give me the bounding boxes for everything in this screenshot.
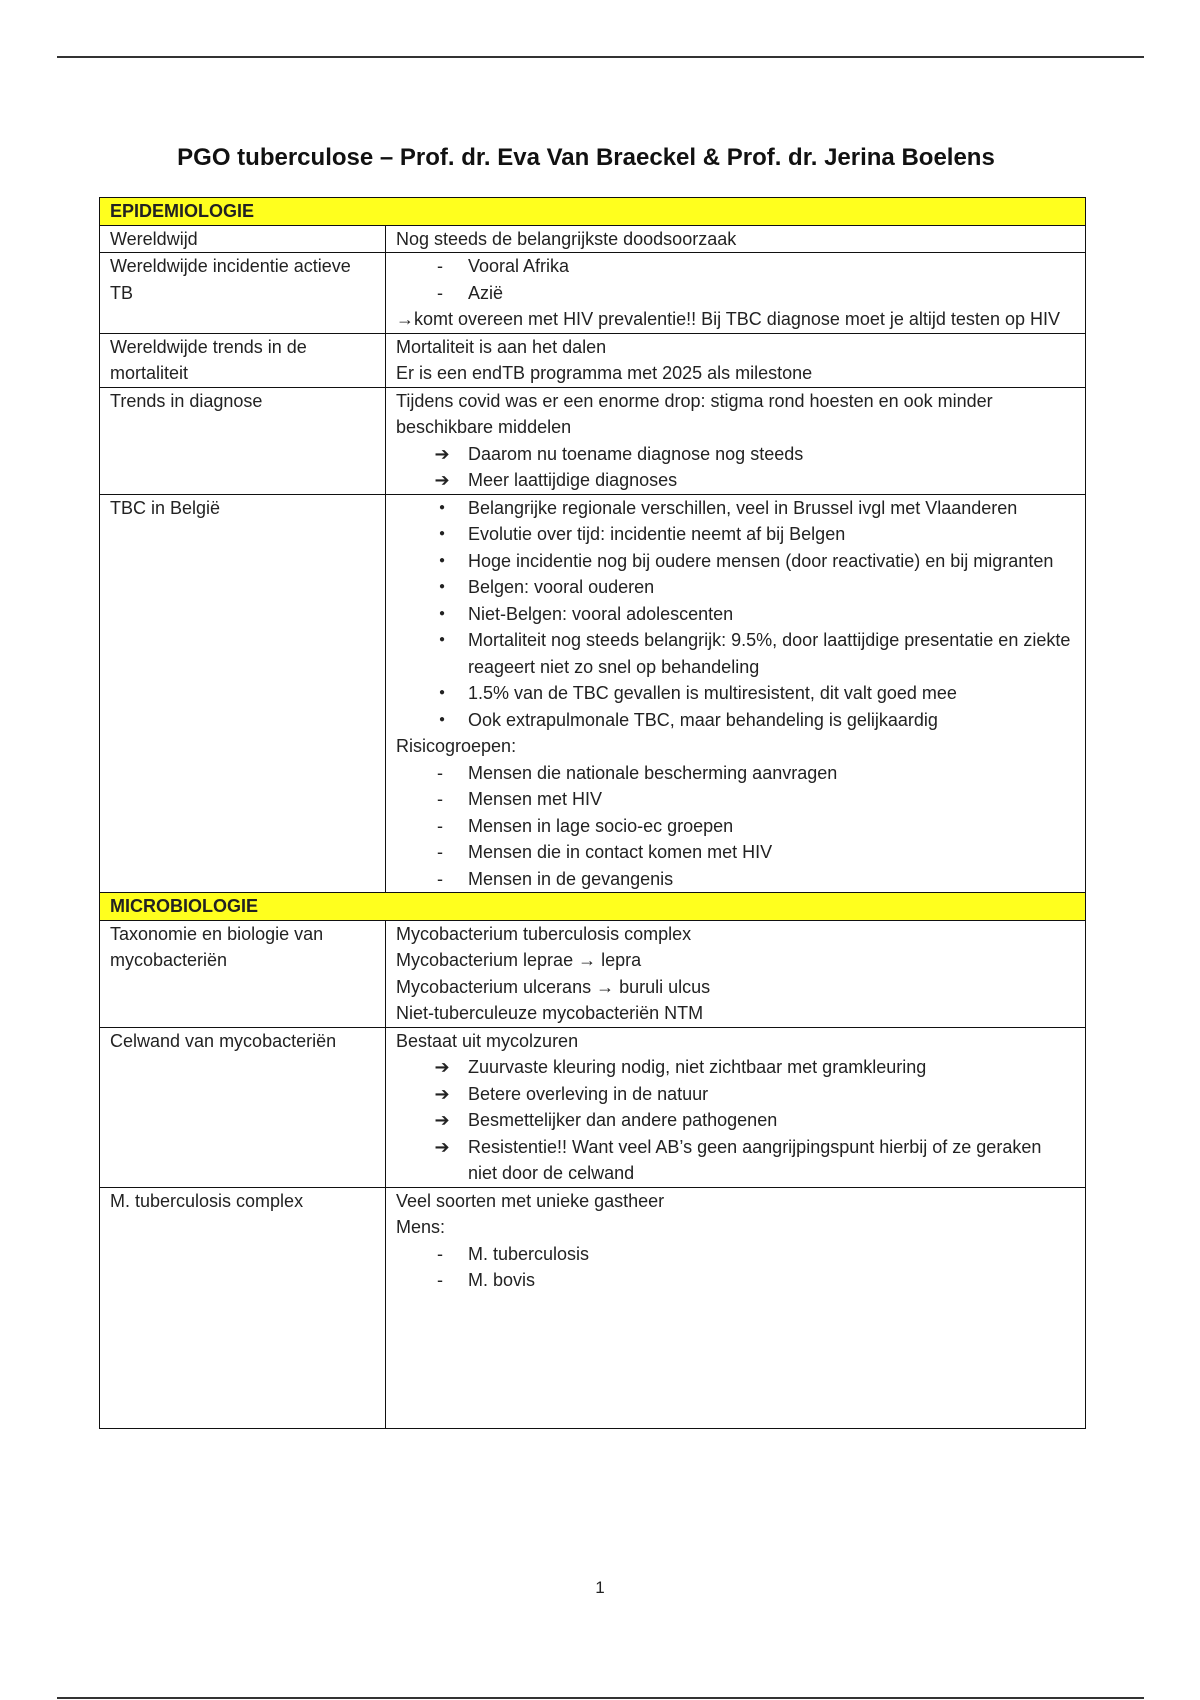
row-label: Celwand van mycobacteriën bbox=[100, 1027, 386, 1187]
content-line: Risicogroepen: bbox=[396, 736, 517, 756]
content-line: →komt overeen met HIV prevalentie!! Bij TBC diagnose moet je altijd testen op HIV bbox=[396, 309, 1060, 329]
row-content bbox=[386, 333, 1086, 387]
row-label: Wereldwijde incidentie actieve TB bbox=[100, 253, 386, 334]
content-line: Mortaliteit is aan het dalen bbox=[396, 336, 607, 357]
bullet-icon: ● bbox=[438, 581, 446, 592]
row-content bbox=[386, 387, 1086, 494]
bullet-icon: ● bbox=[438, 554, 446, 566]
row-label: M. tuberculosis complex bbox=[100, 1187, 386, 1428]
content-line: Er is een endTB programma met 2025 als milestone bbox=[396, 363, 813, 383]
bullet-item: ● Hoge incidentie nog bij oudere mensen (door reactivatie) en bij migranten bbox=[396, 548, 1075, 575]
dash-item: - M. tuberculosis bbox=[437, 1243, 590, 1264]
content-line: Mycobacterium leprae → lepra bbox=[396, 950, 642, 970]
arrow-icon: ➔ bbox=[434, 1057, 450, 1077]
row-label: Wereldwijd bbox=[100, 225, 386, 253]
arrow-icon: ➔ bbox=[434, 443, 450, 464]
dash-item: - Mensen in lage socio-ec groepen bbox=[437, 815, 734, 836]
content-line: Mycobacterium tuberculosis complex bbox=[396, 923, 692, 944]
bullet-icon: ● bbox=[438, 713, 446, 725]
arrow-item: ➔ Resistentie!! Want veel AB’s geen aangrijpingspunt hierbij of ze geraken niet door de celwand bbox=[396, 1134, 1075, 1187]
table-row bbox=[100, 1187, 1086, 1428]
section-heading-epidemiologie: EPIDEMIOLOGIE bbox=[100, 198, 1086, 226]
bullet-item: ● Ook extrapulmonale TBC, maar behandeling is gelijkaardig bbox=[396, 707, 1075, 734]
dash-item: - M. bovis bbox=[437, 1270, 536, 1290]
row-content bbox=[386, 494, 1086, 893]
content-line: Niet-tuberculeuze mycobacteriën NTM bbox=[396, 1003, 704, 1023]
header-rule bbox=[57, 56, 1144, 58]
arrow-item: ➔ Besmettelijker dan andere pathogenen bbox=[396, 1107, 1075, 1134]
arrow-item: ➔ Meer laattijdige diagnoses bbox=[396, 467, 1075, 494]
bullet-item: ● Niet-Belgen: vooral adolescenten bbox=[396, 601, 1075, 628]
section-row-epidemiologie bbox=[100, 198, 1086, 226]
dash-item: - Vooral Afrika bbox=[437, 256, 570, 276]
bullet-item: ● Belgen: vooral ouderen bbox=[396, 574, 1075, 601]
page-number: 1 bbox=[595, 1578, 605, 1597]
content-line: Tijdens covid was er een enorme drop: stigma rond hoesten en ook minder beschikbare middelen bbox=[396, 390, 993, 437]
bullet-icon: ● bbox=[438, 687, 446, 698]
row-content bbox=[386, 253, 1086, 334]
row-content bbox=[386, 1027, 1086, 1187]
table-row bbox=[100, 225, 1086, 253]
row-label: Trends in diagnose bbox=[100, 387, 386, 494]
dash-item: - Mensen met HIV bbox=[437, 789, 603, 809]
bullet-item: ● Mortaliteit nog steeds belangrijk: 9.5%, door laattijdige presentatie en ziekte reageert niet zo snel op behandeling bbox=[396, 627, 1075, 680]
bullet-icon: ● bbox=[438, 501, 446, 513]
dash-item: - Mensen in de gevangenis bbox=[437, 868, 674, 889]
table-row bbox=[100, 253, 1086, 334]
table-row bbox=[100, 333, 1086, 387]
arrow-icon: ➔ bbox=[434, 1136, 450, 1157]
section-row-microbiologie bbox=[100, 893, 1086, 921]
arrow-item: ➔ Zuurvaste kleuring nodig, niet zichtbaar met gramkleuring bbox=[396, 1054, 1075, 1081]
bullet-icon: ● bbox=[438, 634, 446, 645]
table-row bbox=[100, 920, 1086, 1027]
row-content bbox=[386, 920, 1086, 1027]
dash-item: - Azië bbox=[437, 282, 504, 303]
content-line: Mens: bbox=[396, 1217, 446, 1237]
bullet-icon: ● bbox=[438, 528, 446, 539]
content-line: Nog steeds de belangrijkste doodsoorzaak bbox=[396, 228, 737, 249]
bullet-item: ● Belangrijke regionale verschillen, veel in Brussel ivgl met Vlaanderen bbox=[396, 495, 1075, 522]
content-line: Veel soorten met unieke gastheer bbox=[396, 1190, 665, 1211]
table-row bbox=[100, 494, 1086, 893]
arrow-icon: ➔ bbox=[434, 1083, 450, 1104]
content-line: Bestaat uit mycolzuren bbox=[396, 1030, 579, 1051]
footer-rule bbox=[57, 1697, 1144, 1699]
row-content bbox=[386, 1187, 1086, 1428]
dash-item: - Mensen die nationale bescherming aanvragen bbox=[437, 762, 838, 783]
bullet-item: ● 1.5% van de TBC gevallen is multiresistent, dit valt goed mee bbox=[396, 680, 1075, 707]
dash-item: - Mensen die in contact komen met HIV bbox=[437, 842, 773, 862]
row-label: Wereldwijde trends in de mortaliteit bbox=[100, 333, 386, 387]
arrow-icon: ➔ bbox=[434, 470, 450, 490]
arrow-item: ➔ Betere overleving in de natuur bbox=[396, 1081, 1075, 1108]
content-line: Mycobacterium ulcerans → buruli ulcus bbox=[396, 976, 711, 997]
arrow-item: ➔ Daarom nu toename diagnose nog steeds bbox=[396, 441, 1075, 468]
page-title: PGO tuberculose – Prof. dr. Eva Van Braeckel & Prof. dr. Jerina Boelens bbox=[177, 144, 995, 171]
summary-table bbox=[99, 197, 1086, 1429]
row-label: Taxonomie en biologie van mycobacteriën bbox=[100, 920, 386, 1027]
bullet-item: ● Evolutie over tijd: incidentie neemt af bij Belgen bbox=[396, 521, 1075, 548]
table-row bbox=[100, 387, 1086, 494]
table-row bbox=[100, 1027, 1086, 1187]
section-heading-microbiologie: MICROBIOLOGIE bbox=[100, 893, 1086, 921]
arrow-icon: ➔ bbox=[434, 1110, 450, 1130]
bullet-icon: ● bbox=[438, 607, 446, 619]
row-content bbox=[386, 225, 1086, 253]
row-label: TBC in België bbox=[100, 494, 386, 893]
